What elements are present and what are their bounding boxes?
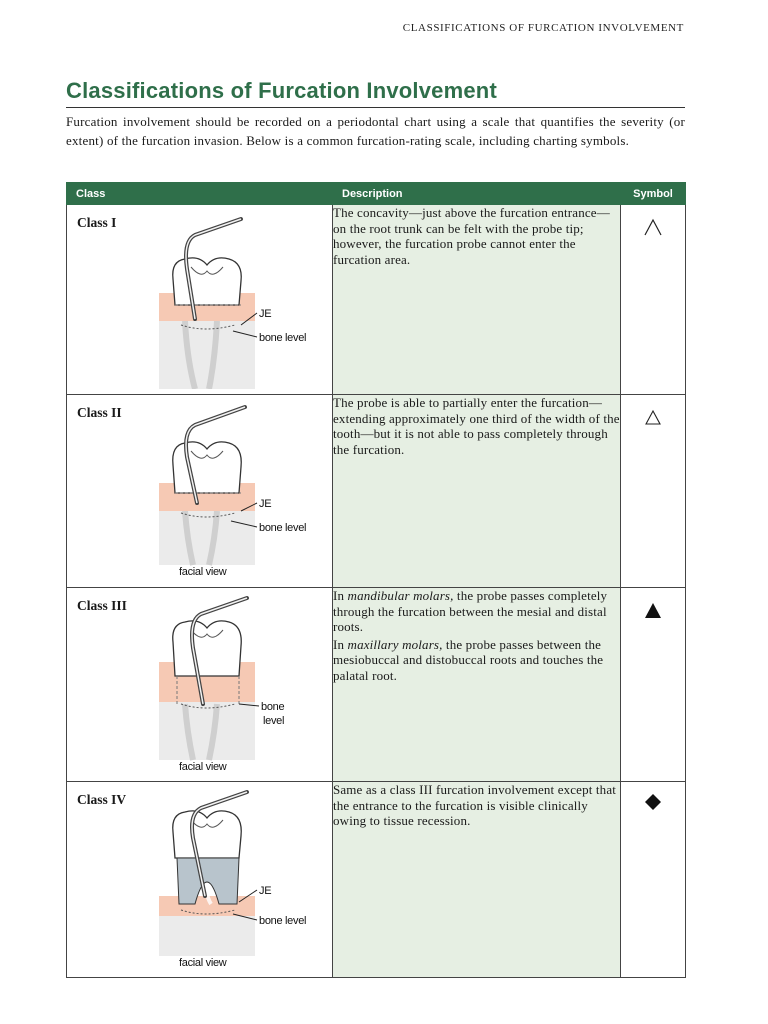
class-1-description-text: The concavity—just above the furcation entrance—on the root trunk can be felt with the probe tip; however, the furcation probe cannot enter the furcation area.	[333, 205, 610, 267]
je-label: JE	[259, 885, 272, 897]
class-4-symbol-cell	[621, 782, 686, 978]
class-4-description-text: Same as a class III furcation involvement except that the entrance to the furcation is visible clinically owing to tissue recession.	[333, 782, 617, 828]
facial-view-label: facial view	[179, 957, 227, 969]
intro-paragraph: Furcation involvement should be recorded on a periodontal chart using a scale that quantifies the severity (or extent) of the furcation invasion. Below is a common furcation-rating scale, including charting symbols.	[66, 114, 685, 148]
title-rule	[66, 107, 685, 108]
class-4-tooth-illustration	[155, 786, 325, 972]
class-2-description	[333, 395, 621, 588]
class-4-label: Class IV	[77, 792, 127, 807]
class-1-illustration-cell	[67, 205, 333, 395]
class-2-symbol-cell	[621, 395, 686, 588]
class-2-illustration-cell	[67, 395, 333, 588]
class-3-description-mandibular: In mandibular molars, the probe passes completely through the furcation between the mesial and distal roots.	[333, 588, 608, 634]
header-symbol: Symbol	[621, 183, 686, 205]
je-label: JE	[259, 308, 272, 320]
je-label: JE	[259, 498, 272, 510]
table-row-class-2	[67, 395, 686, 588]
class-4-illustration-cell	[67, 782, 333, 978]
class-2-tooth-illustration	[155, 399, 325, 581]
table-row-class-3	[67, 588, 686, 782]
header-class: Class	[67, 183, 333, 205]
bone-level-label: bone level	[259, 522, 307, 534]
class-2-label: Class II	[77, 405, 122, 420]
class-3-label: Class III	[77, 598, 127, 613]
table-row-class-1	[67, 205, 686, 395]
filled-diamond-icon	[643, 792, 663, 812]
bone-level-label: bone level	[259, 332, 307, 344]
class-3-description	[333, 588, 621, 782]
class-2-description-text: The probe is able to partially enter the furcation—extending approximately one third of the width of the tooth—but it is not able to pass completely through the furcation.	[333, 395, 620, 457]
class-3-illustration-cell	[67, 588, 333, 782]
filled-triangle-icon	[643, 600, 663, 620]
bone-label: bone	[261, 701, 285, 713]
furcation-table	[66, 182, 686, 978]
running-head: CLASSIFICATIONS OF FURCATION INVOLVEMENT	[402, 22, 684, 34]
open-caret-icon	[641, 215, 665, 239]
facial-view-label: facial view	[179, 566, 227, 578]
facial-view-label: facial view	[179, 761, 227, 773]
class-1-description	[333, 205, 621, 395]
class-3-symbol-cell	[621, 588, 686, 782]
class-1-tooth-illustration	[155, 209, 325, 389]
class-1-label: Class I	[77, 215, 117, 230]
outline-triangle-icon	[643, 407, 663, 427]
table-header-row	[67, 183, 686, 205]
header-description: Description	[333, 183, 621, 205]
bone-level-label: bone level	[259, 915, 307, 927]
class-3-description-maxillary: In maxillary molars, the probe passes between the mesiobuccal and distobuccal roots and touches the palatal root.	[333, 636, 604, 683]
page-title: Classifications of Furcation Involvement	[66, 78, 497, 103]
class-1-symbol-cell	[621, 205, 686, 395]
class-3-tooth-illustration	[155, 592, 325, 776]
bone-area	[159, 319, 255, 389]
tooth-crown	[173, 258, 242, 305]
level-label: level	[263, 715, 285, 727]
table-row-class-4	[67, 782, 686, 978]
class-4-description	[333, 782, 621, 978]
